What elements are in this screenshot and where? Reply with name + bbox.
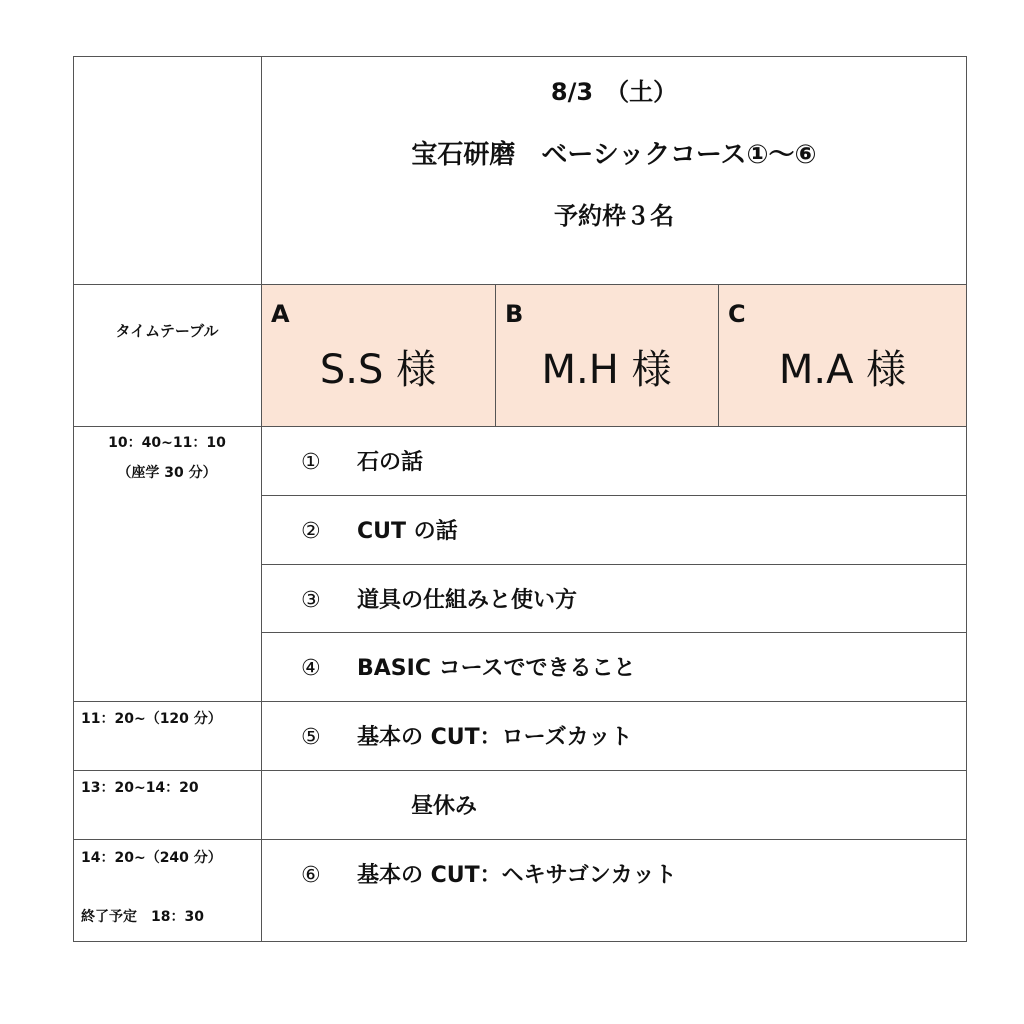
row-line: [261, 564, 967, 565]
item-number: ④: [301, 656, 321, 681]
schedule-item: [301, 651, 636, 682]
row-line: [73, 701, 967, 702]
schedule-item: [301, 720, 632, 751]
border-left: [73, 56, 74, 942]
end-time: 終了予定 18：30: [81, 909, 204, 925]
item-text: 基本の CUT：ヘキサゴンカット: [357, 863, 677, 888]
course-header: [261, 56, 967, 284]
item-number: ⑤: [301, 725, 321, 750]
schedule-item: [301, 858, 677, 889]
item-number: ③: [301, 588, 321, 613]
slot-a: [261, 284, 495, 426]
slot-c: [718, 284, 967, 426]
item-number: ②: [301, 519, 321, 544]
time-range: 14：20~（240 分）: [81, 850, 222, 866]
course-capacity: 予約枠３名: [554, 202, 674, 230]
customer-name: M.H 様: [541, 347, 672, 393]
slot-b: [495, 284, 718, 426]
slot-letter: B: [505, 300, 524, 328]
row-line: [73, 426, 967, 427]
row-line: [261, 495, 967, 496]
timetable-label: タイムテーブル: [115, 322, 219, 340]
item-text: BASIC コースでできること: [357, 656, 636, 681]
time-note: （座学 30 分）: [117, 465, 217, 481]
time-range: 11：20~（120 分）: [81, 711, 222, 727]
customer-name: S.S 様: [319, 347, 437, 393]
schedule-item: [301, 514, 458, 545]
schedule-table: [73, 56, 967, 942]
course-title: 宝石研磨 ベーシックコース①～⑥: [411, 140, 817, 170]
slot-letter: C: [728, 300, 746, 328]
item-text: CUT の話: [357, 519, 458, 544]
item-text: 石の話: [357, 450, 424, 475]
row-line: [73, 839, 967, 840]
border-bottom: [73, 941, 967, 942]
schedule-item: [301, 583, 577, 614]
time-range: 13：20~14：20: [81, 780, 199, 796]
row-line: [73, 770, 967, 771]
time-range: 10：40~11：10: [108, 435, 226, 451]
schedule-item: [301, 445, 423, 476]
item-number: ①: [301, 450, 321, 475]
item-number: ⑥: [301, 863, 321, 888]
lunch-break: 昼休み: [411, 794, 478, 819]
slot-letter: A: [271, 300, 290, 328]
item-text: 道具の仕組みと使い方: [357, 588, 578, 613]
customer-name: M.A 様: [778, 347, 907, 393]
item-text: 基本の CUT：ローズカット: [357, 725, 633, 750]
course-date: 8/3 （土）: [550, 78, 678, 106]
row-line: [261, 632, 967, 633]
